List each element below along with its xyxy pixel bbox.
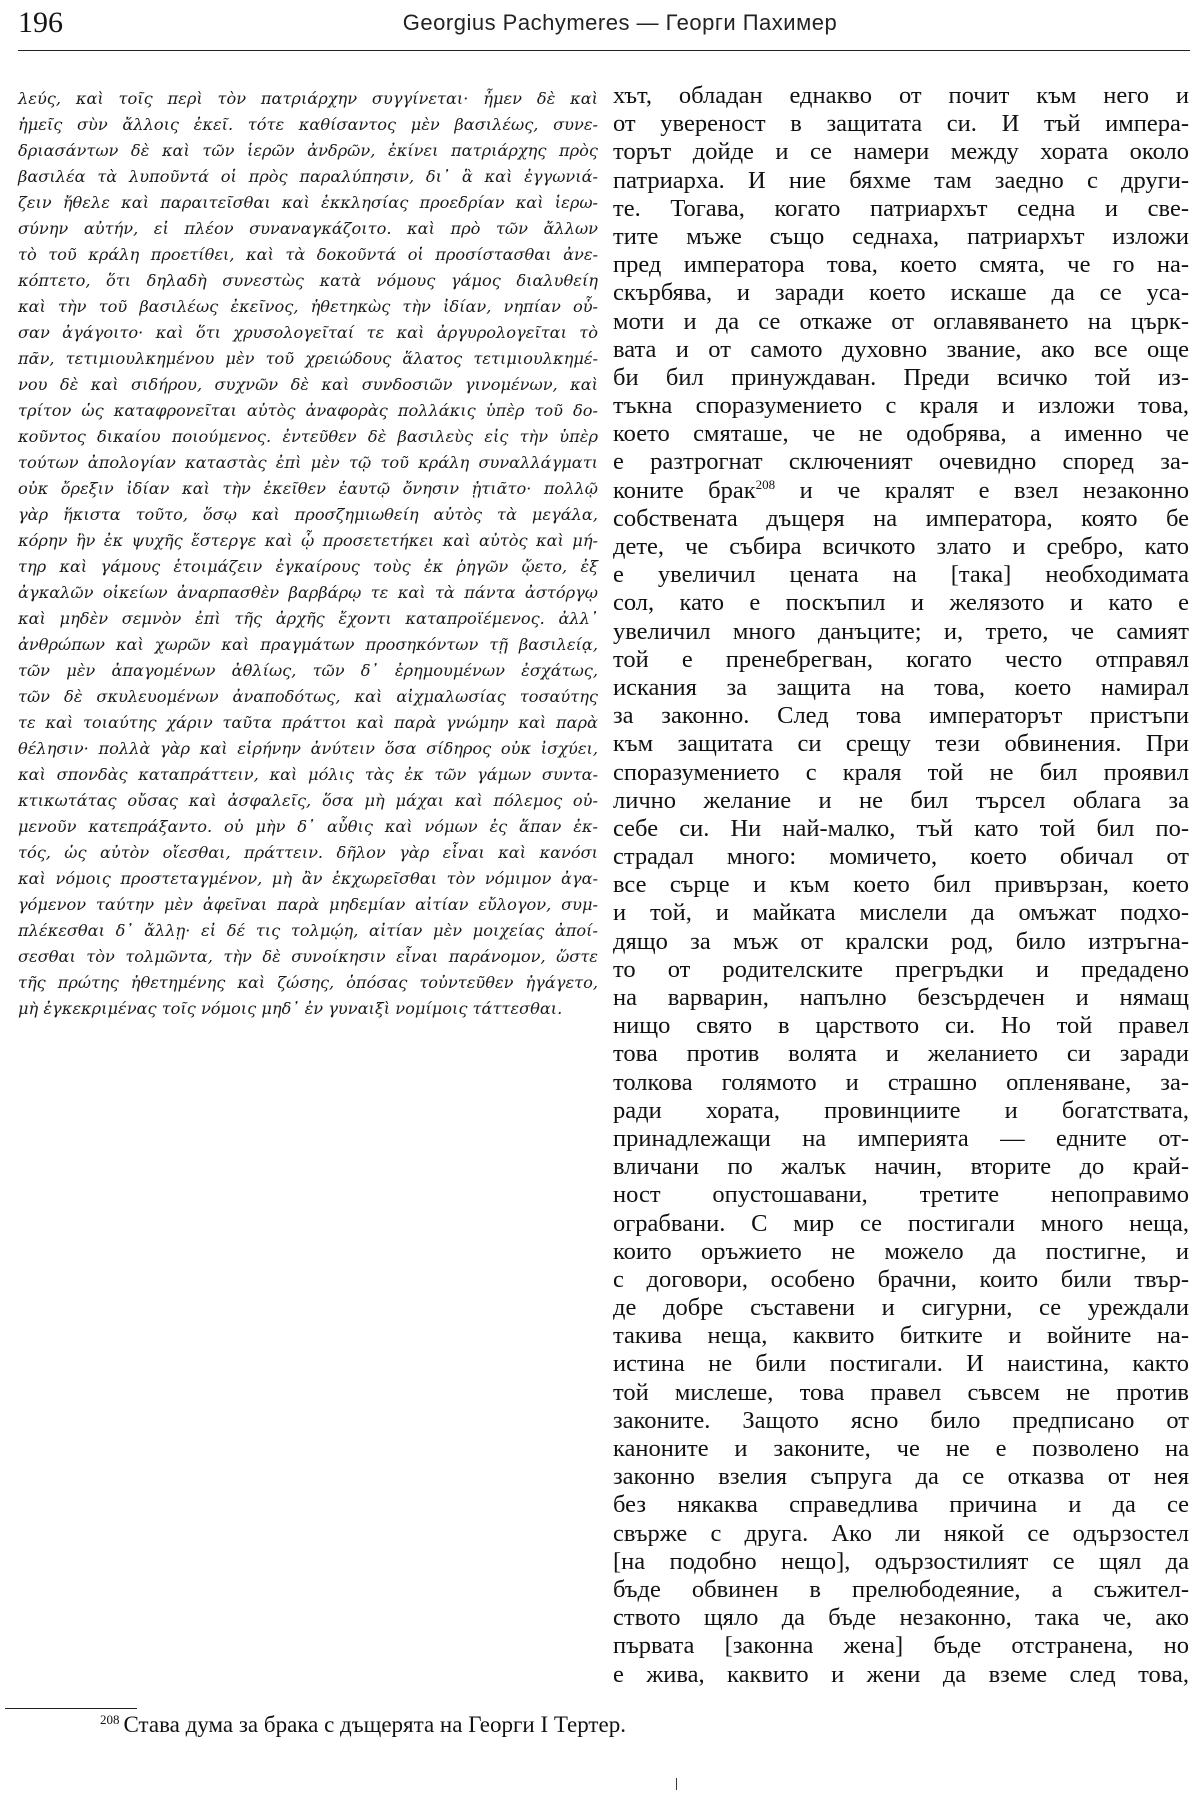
greek-text-line: λεύς, καὶ τοῖς περὶ τὸν πατριάρχην συγγίνεται· ἦμεν δὲ καὶ bbox=[18, 89, 598, 108]
header-rule bbox=[18, 50, 1190, 51]
greek-text-line: καὶ μηδὲν σεμνὸν ἐπὶ τῆς ἀρχῆς ἔχοντι καταπροϊέμενος. ἀλλ᾽ bbox=[18, 609, 598, 628]
greek-text-line: μὴ ἐγκεκριμένας τοῖς νόμοις μηδ᾽ ἐν γυναιξὶ νομίμοις τάττεσθαι. bbox=[18, 999, 563, 1018]
footnote-reference[interactable]: 208 bbox=[755, 476, 776, 492]
bulgarian-text-line: де добре съставени и сигурни, се уреждали bbox=[613, 1294, 1189, 1322]
greek-text-line: δριασάντων δὲ καὶ τῶν ἱερῶν ἀνδρῶν, ἐκίνει πατριάρχης πρὸς bbox=[18, 141, 598, 160]
bulgarian-text-line: това против волята и желанието си заради bbox=[613, 1040, 1189, 1068]
footnote-number: 208 bbox=[100, 1712, 120, 1727]
bulgarian-text-line: тъкна споразумението с краля и изложи това, bbox=[613, 392, 1189, 420]
greek-text-line: τούτων ἀπολογίαν καταστὰς ἐπὶ μὲν τῷ τοῦ κράλη συναλλάγματι bbox=[18, 453, 598, 472]
bulgarian-text-line: от увереност в защитата си. И тъй импера- bbox=[613, 110, 1189, 138]
bulgarian-text-line: моти и да се откаже от оглавяването на църк- bbox=[613, 307, 1189, 335]
bulgarian-text-line: вличани по жалък начин, вторите до край- bbox=[613, 1153, 1189, 1181]
greek-text-line: σαν ἀγάγοιτο· καὶ ὅτι χρυσολογεῖταί τε καὶ ἀργυρολογεῖται τὸ bbox=[18, 323, 598, 342]
greek-text-line: γὰρ ἥκιστα τοῦτο, ὅσῳ καὶ προσζημιωθείη αὐτὸς τὰ μεγάλα, bbox=[18, 505, 598, 524]
bulgarian-text-line: то от родителските прегръдки и предадено bbox=[613, 955, 1189, 983]
greek-text-line: τῶν δὲ σκυλευομένων ἀναποδότως, καὶ αἰχμαλωσίας τοσαύτης bbox=[18, 687, 598, 706]
greek-text-line: μενοῦν κατεπράξαντο. οὐ μὴν δ᾽ αὖθις καὶ νόμων ἐς ἅπαν ἐκ- bbox=[18, 817, 598, 836]
greek-text-line: καὶ τὴν τοῦ βασιλέως ἐκεῖνος, ἠθετηκὼς τὴν ἰδίαν, νηπίαν οὖ- bbox=[18, 297, 598, 316]
greek-text-line: σύνην αὐτήν, εἰ πλέον συναναγκάζοιτο. καὶ πρὸ τῶν ἄλλων bbox=[18, 219, 598, 238]
bulgarian-text-line: дящо за мъж от кралски род, било изтръгна- bbox=[613, 927, 1189, 955]
greek-text-line: κτικωτάτας οὔσας καὶ ἀσφαλεῖς, ὅσα μὴ μάχαι καὶ πόλεμος οὐ- bbox=[18, 791, 598, 810]
text-segment: и че кралят е взел незаконно bbox=[775, 476, 1189, 504]
greek-text-line: γόμενον ταύτην μὲν ἀφεῖναι παρὰ μηδεμίαν αἰτίαν εὔλογον, συμ- bbox=[18, 895, 598, 914]
bulgarian-text-line: би бил принуждаван. Преди всичко той из- bbox=[613, 363, 1189, 391]
greek-text-line: πλέκεσθαι δ᾽ ἄλλῃ· εἰ δέ τις τολμῴη, αἰτίαν μὲν μοιχείας ἀποί- bbox=[18, 921, 598, 940]
bulgarian-text-line: той е пренебрегван, когато често отправял bbox=[613, 645, 1189, 673]
bulgarian-text-line: законите. Защото ясно било предписано от bbox=[613, 1406, 1189, 1434]
greek-text-line: σεσθαι τὸν τολμῶντα, τὴν δὲ συνοίκησιν εἶναι παράνομον, ὥστε bbox=[18, 947, 598, 966]
bulgarian-text-line: такива неща, каквито битките и войните на- bbox=[613, 1322, 1189, 1350]
bulgarian-text-line: той мислеше, това правел съвсем не против bbox=[613, 1378, 1189, 1406]
bulgarian-text-line: вата и от самото духовно звание, ако все още bbox=[613, 335, 1189, 363]
bulgarian-text-line: които оръжието не можело да постигне, и bbox=[613, 1237, 1189, 1265]
bulgarian-text-line: дете, че събира всичкото злато и сребро, като bbox=[613, 533, 1189, 560]
bulgarian-text-line: ност опустошавани, третите непоправимо bbox=[613, 1181, 1189, 1209]
greek-text-line: νου δὲ καὶ σιδήρου, συχνῶν δὲ καὶ συνδοσιῶν γινομένων, καὶ bbox=[18, 375, 598, 394]
greek-text-line: οὐκ ὄρεξιν ἰδίαν καὶ τὴν ἐκεῖθεν ἑαυτῷ ὄνησιν ᾐτιᾶτο· πολλῷ bbox=[18, 479, 598, 498]
scan-mark bbox=[676, 1778, 677, 1790]
greek-text-line: κόπτετο, ὅτι δηλαδὴ συνεστὼς κατὰ νόμους γάμος διαλυθείη bbox=[18, 271, 598, 290]
bulgarian-text-line: толкова голямото и страшно опленяване, за- bbox=[613, 1068, 1189, 1096]
footnote bbox=[100, 1712, 626, 1738]
greek-text-line: τρίτον ὡς καταφρονεῖται αὐτὸς ἀναφορὰς πολλάκις ὑπὲρ τοῦ δο- bbox=[18, 401, 598, 420]
bulgarian-text-line: нищо свято в царството си. Но той правел bbox=[613, 1012, 1189, 1040]
greek-text-line: τῆς πρώτης ἠθετημένης καὶ ζώσης, ὁπόσας τοὐντεῦθεν ἠγάγετο, bbox=[18, 973, 598, 992]
greek-text-line: κοῦντος δικαίου ποιούμενος. ἐντεῦθεν δὲ βασιλεὺς εἰς τὴν ὑπὲρ bbox=[18, 427, 598, 446]
greek-text-line: βασιλέα τὰ λυποῦντά οἱ πρὸς παραλύπησιν, δι᾽ ἃ καὶ ἐγγωνιά- bbox=[18, 167, 598, 186]
bulgarian-text-line: лично желание и не бил търсел облага за bbox=[613, 786, 1189, 814]
bulgarian-text-line: себе си. Ни най-малко, тъй като той бил по- bbox=[613, 814, 1189, 842]
bulgarian-text-line: ограбвани. С мир се постигали много неща, bbox=[613, 1209, 1189, 1237]
bulgarian-text-line: сол, като е поскъпил и желязото и като е bbox=[613, 589, 1189, 617]
bulgarian-text-line: което смяташе, че не одобрява, а именно че bbox=[613, 420, 1189, 448]
bulgarian-text-line: пред императора това, което смята, че го на- bbox=[613, 251, 1189, 279]
bulgarian-text-line: страдал много: момичето, което обичал от bbox=[613, 843, 1189, 871]
text-segment: коните брак bbox=[613, 476, 756, 504]
greek-text-line: ἡμεῖς σὺν ἄλλοις ἐκεῖ. τότε καθίσαντος μὲν βασιλέως, συνε- bbox=[18, 115, 598, 134]
bulgarian-text-line: е жива, каквито и жени да вземе след това, bbox=[613, 1660, 1189, 1688]
bulgarian-text-line: те. Тогава, когато патриархът седна и све- bbox=[613, 194, 1189, 222]
bulgarian-text-line: искания за защита на това, което намирал bbox=[613, 673, 1189, 701]
bulgarian-text-line: законно взелия съпруга да се отказва от нея bbox=[613, 1463, 1189, 1491]
bulgarian-text-line: бъде обвинен в прелюбодеяние, а съжител- bbox=[613, 1575, 1189, 1603]
bulgarian-text-line: и той, и майката мислели да омъжат подхо- bbox=[613, 899, 1189, 927]
greek-text-line: πᾶν, τετιμιουλκημένου μὲν τοῦ χρειώδους ἅλατος τετιμιουλκημέ- bbox=[18, 349, 598, 368]
bulgarian-text-line: тите мъже също седнаха, патриархът изложи bbox=[613, 222, 1189, 250]
greek-text-line: τός, ὡς αὐτὸν οἴεσθαι, πράττειν. δῆλον γὰρ εἶναι καὶ κανόσι bbox=[18, 843, 598, 862]
bulgarian-text-line: принадлежащи на империята — едните от- bbox=[613, 1124, 1189, 1152]
bulgarian-text-line: каноните и законите, че не е позволено на bbox=[613, 1435, 1189, 1462]
greek-text-line: ἀνθρώπων καὶ χωρῶν καὶ πραγμάτων προσηκόντων τῇ βασιλείᾳ, bbox=[18, 635, 598, 654]
bulgarian-translation-column bbox=[613, 82, 1189, 1689]
bulgarian-text-line: без някаква справедлива причина и да се bbox=[613, 1491, 1189, 1519]
bulgarian-text-line: към защитата си срещу тези обвинения. При bbox=[613, 730, 1189, 758]
bulgarian-text-line: увеличил много данъците; и, трето, че самият bbox=[613, 617, 1189, 645]
bulgarian-text-line: ради хората, провинциите и богатствата, bbox=[613, 1096, 1189, 1124]
greek-text-line: ἀγκαλῶν οἰκείων ἀναρπασθὲν βαρβάρῳ τε καὶ τὰ πάντα ἀστόργῳ bbox=[18, 583, 598, 602]
bulgarian-text-line: истина не били постигали. И наистина, както bbox=[613, 1350, 1189, 1378]
bulgarian-text-line: първата [законна жена] бъде отстранена, но bbox=[613, 1632, 1189, 1660]
greek-text-line: καὶ νόμοις προστεταγμένον, μὴ ἂν ἐκχωρεῖσθαι τὸν νόμιμον ἀγα- bbox=[18, 869, 598, 888]
greek-text-line: ζειν ἤθελε καὶ παραιτεῖσθαι καὶ ἐκκλησίας προεδρίαν καὶ ἱερω- bbox=[18, 193, 598, 212]
footnote-rule bbox=[5, 1708, 137, 1709]
greek-text-line: τηρ καὶ γάμους ἑτοιμάζειν ἐγκαίρους τοὺς ἐκ ῥηγῶν ᾤετο, ἐξ bbox=[18, 557, 598, 576]
bulgarian-text-line: споразумението с краля той не бил проявил bbox=[613, 758, 1189, 786]
bulgarian-text-line: хът, обладан еднакво от почит към него и bbox=[613, 82, 1189, 109]
bulgarian-text-line: торът дойде и се намери между хората около bbox=[613, 138, 1189, 166]
bulgarian-text-line: скърбява, и заради което искаше да се уса- bbox=[613, 279, 1189, 307]
bulgarian-text-line: с договори, особено брачни, които били твър- bbox=[613, 1265, 1189, 1293]
running-title: Georgius Pachymeres — Георги Пахимер bbox=[402, 10, 838, 35]
greek-text-line: τῶν μὲν ἀπαγομένων ἀθλίως, τῶν δ᾽ ἐρημουμένων ἐσχάτως, bbox=[18, 661, 598, 680]
greek-text-column bbox=[18, 86, 598, 1022]
bulgarian-text-line: ството щяло да бъде незаконно, така че, ако bbox=[613, 1604, 1189, 1632]
greek-text-line: καὶ σπονδὰς καταπράττειν, καὶ μόλις τὰς ἐκ τῶν γάμων συντα- bbox=[18, 765, 598, 784]
bulgarian-text-line: все сърце и към което бил привързан, което bbox=[613, 871, 1189, 899]
bulgarian-text-line: свърже с друга. Ако ли някой се одързостел bbox=[613, 1519, 1189, 1547]
greek-text-line: κόρην ἣν ἐκ ψυχῆς ἔστεργε καὶ ᾧ προσετετήκει καὶ αὐτὸς καὶ μή- bbox=[18, 531, 598, 550]
bulgarian-text-line bbox=[613, 477, 1189, 505]
bulgarian-text-line: на варварин, напълно безсърдечен и нямащ bbox=[613, 984, 1189, 1011]
bulgarian-text-line: собствената дъщеря на императора, която бе bbox=[613, 504, 1189, 532]
footnote-text: Става дума за брака с дъщерята на Георги I Тертер. bbox=[123, 1712, 626, 1737]
bulgarian-text-line: патриарха. И ние бяхме там заедно с други- bbox=[613, 166, 1189, 194]
bulgarian-text-line: е увеличил цената на [така] необходимата bbox=[613, 561, 1189, 589]
greek-text-line: θέλησιν· πολλὰ γὰρ καὶ εἰρήνην ἀνύτειν ὅσα σίδηρος οὐκ ἰσχύει, bbox=[18, 739, 598, 758]
greek-text-line: τε καὶ τοιαύτης χάριν ταῦτα πράττοι καὶ παρὰ γνώμην καὶ παρὰ bbox=[18, 713, 598, 732]
page-number: 196 bbox=[18, 6, 63, 39]
bulgarian-text-line: [на подобно нещо], одързостилият се щял да bbox=[613, 1547, 1189, 1575]
bulgarian-text-line: за законно. След това императорът пристъпи bbox=[613, 702, 1189, 730]
bulgarian-text-line: е разтрогнат сключеният очевидно според за- bbox=[613, 448, 1189, 476]
greek-text-line: τὸ τοῦ κράλη προετίθει, καὶ τὰ δοκοῦντά οἱ προσίστασθαι ἀνε- bbox=[18, 245, 598, 264]
